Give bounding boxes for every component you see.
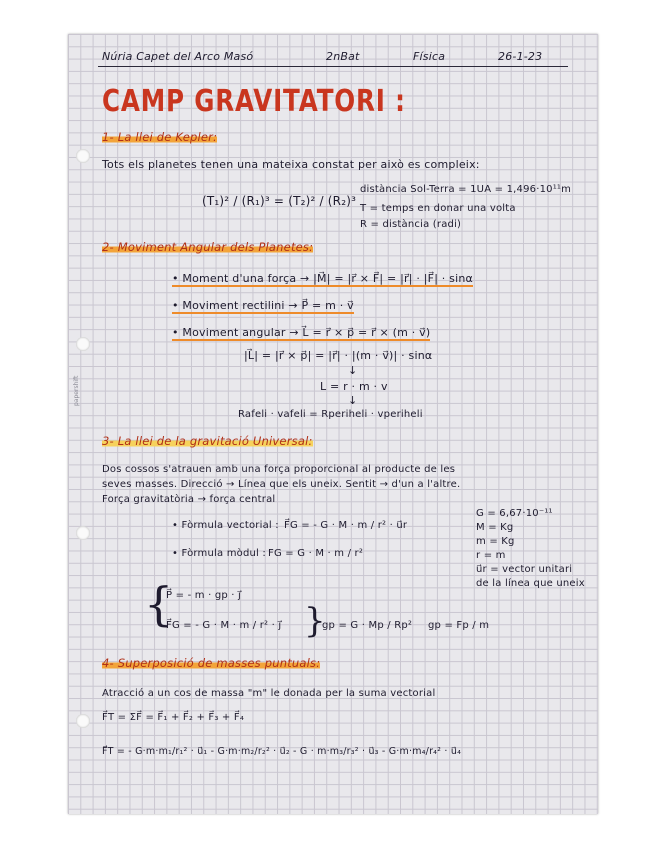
section-4-text: Atracció a un cos de massa "m" le donada per la suma vectorial: [102, 688, 436, 699]
unit-ur-2: de la línea que uneix: [476, 578, 585, 589]
section-1-heading: 1- La llei de Kepler:: [102, 130, 218, 144]
section-4-heading: 4- Superposició de masses puntuals:: [102, 656, 321, 670]
module-formula: FG = G · M · m / r²: [268, 548, 364, 559]
vector-formula: F⃗G = - G · M · m / r² · u⃗r: [284, 520, 408, 531]
system-eq-1: P⃗ = - m · gp · j⃗: [166, 590, 242, 601]
rectilinear-line: • Moviment rectilini → P⃗ = m · v⃗: [172, 299, 354, 312]
angular-line: • Moviment angular → L⃗ = r⃗ × p⃗ = r⃗ × (m · v⃗): [172, 326, 431, 339]
section-2-heading: 2- Moviment Angular dels Planetes:: [102, 240, 314, 254]
kepler-note-2: T = temps en donar una volta: [360, 203, 516, 214]
punch-hole: [76, 337, 90, 351]
vector-label: • Fòrmula vectorial :: [172, 520, 279, 531]
gp-formula-2: gp = Fp / m: [428, 620, 490, 631]
angular-module: |L⃗| = |r⃗ × p⃗| = |r⃗| · |(m · v⃗)| · sinα: [244, 349, 433, 362]
system-brace: {: [144, 577, 174, 631]
sum-formula: F⃗T = ΣF⃗ = F⃗₁ + F⃗₂ + F⃗₃ + F⃗₄: [102, 712, 245, 723]
date: 26-1-23: [498, 50, 543, 63]
unit-r: r = m: [476, 550, 506, 561]
unit-M: M = Kg: [476, 522, 514, 533]
section-3-text-2: seves masses. Direcció → Línea que els uneix. Sentit → d'un a l'altre.: [102, 479, 461, 490]
unit-m: m = Kg: [476, 536, 515, 547]
author-name: Núria Capet del Arco Masó: [102, 50, 254, 63]
torque-line: • Moment d'una força → |M⃗| = |r⃗ × F⃗| = |r⃗| · |F⃗| · sinα: [172, 272, 473, 285]
section-3-text-3: Força gravitatòria → força central: [102, 494, 276, 505]
paper-brand: papershift: [73, 375, 80, 406]
page-title: CAMP GRAVITATORI :: [102, 84, 406, 119]
kepler-note-3: R = distància (radi): [360, 219, 462, 230]
punch-hole: [76, 526, 90, 540]
punch-hole: [76, 714, 90, 728]
aphelion-perihelion: Rafeli · vafeli = Rperiheli · vperiheli: [238, 409, 423, 420]
arrow-down: ↓: [348, 394, 358, 407]
gp-formula: gp = G · Mp / Rp²: [322, 620, 413, 631]
expansion-formula: F⃗T = - G·m·m₁/r₁² · u⃗₁ - G·m·m₂/r₂² · u⃗₂ - G · m·m₃/r₃² · u⃗₃ - G·m·m₄/r₄² · u⃗₄: [102, 746, 462, 757]
section-3-text-1: Dos cossos s'atrauen amb una força proporcional al producte de les: [102, 464, 456, 475]
course: 2nBat: [326, 50, 360, 63]
system-eq-2: F⃗G = - G · M · m / r² · j⃗: [166, 620, 282, 631]
notebook-page: [68, 34, 598, 814]
arrow-down: ↓: [348, 364, 358, 377]
header-rule: [98, 66, 568, 67]
system-brace-close: }: [304, 601, 326, 641]
unit-ur: u⃗r = vector unitari: [476, 564, 573, 575]
unit-g: G = 6,67·10⁻¹¹: [476, 508, 553, 519]
module-label: • Fòrmula mòdul :: [172, 548, 266, 559]
kepler-note-1: distància Sol-Terra = 1UA = 1,496·10¹¹m: [360, 184, 572, 195]
subject: Física: [413, 50, 446, 63]
angular-scalar: L = r · m · v: [320, 380, 388, 393]
kepler-formula: (T₁)² / (R₁)³ = (T₂)² / (R₂)³: [202, 194, 357, 208]
section-3-heading: 3- La llei de la gravitació Universal:: [102, 434, 313, 448]
punch-hole: [76, 149, 90, 163]
section-1-text: Tots els planetes tenen una mateixa constat per això es compleix:: [102, 158, 480, 171]
